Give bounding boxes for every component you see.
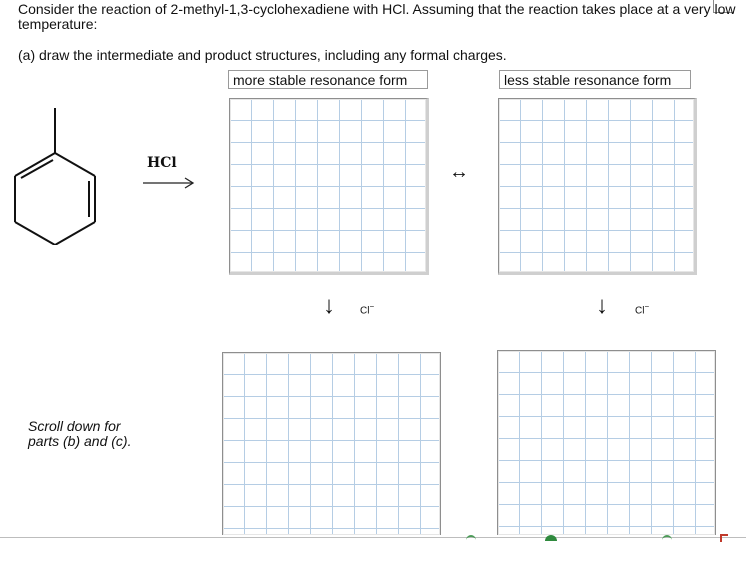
resonance-arrow: ↔	[449, 161, 469, 183]
chloride-symbol: Cl	[360, 305, 370, 317]
reactant-structure	[10, 105, 110, 245]
ring-bond	[55, 153, 95, 176]
scroll-note-line1: Scroll down for	[28, 418, 121, 434]
partial-icon-4	[720, 534, 728, 542]
chloride-charge: −	[644, 302, 650, 311]
reaction-arrow	[142, 176, 198, 190]
partial-icon-2	[545, 535, 557, 541]
chloride-label-left	[360, 302, 374, 316]
drawing-canvas-product-right[interactable]	[497, 350, 716, 535]
drawing-canvas-product-left[interactable]	[222, 352, 441, 535]
down-arrow-right: ↓	[596, 292, 608, 319]
part-a-instruction: (a) draw the intermediate and product structures, including any formal charges.	[18, 47, 507, 63]
ring-bond	[15, 153, 55, 176]
partial-icon-1	[466, 535, 476, 543]
scroll-note	[28, 419, 131, 449]
down-arrow-left: ↓	[323, 292, 335, 319]
less-stable-label: less stable resonance form	[499, 70, 691, 89]
chloride-symbol: Cl	[635, 305, 645, 317]
ring-bond	[15, 222, 55, 245]
partial-icon-3	[662, 535, 672, 543]
more-stable-label: more stable resonance form	[228, 70, 428, 89]
ring-bond	[55, 222, 95, 245]
chloride-label-right	[635, 302, 649, 316]
scroll-note-line2: parts (b) and (c).	[28, 433, 132, 449]
chloride-charge: −	[369, 302, 375, 311]
bottom-divider	[0, 537, 746, 538]
question-text: Consider the reaction of 2-methyl-1,3-cyclohexadiene with HCl. Assuming that the reaction takes place at a very low temperature:	[18, 1, 736, 32]
drawing-canvas-less-stable[interactable]	[498, 98, 697, 275]
reagent-label: HCl	[147, 155, 177, 171]
drawing-canvas-more-stable[interactable]	[229, 98, 429, 275]
